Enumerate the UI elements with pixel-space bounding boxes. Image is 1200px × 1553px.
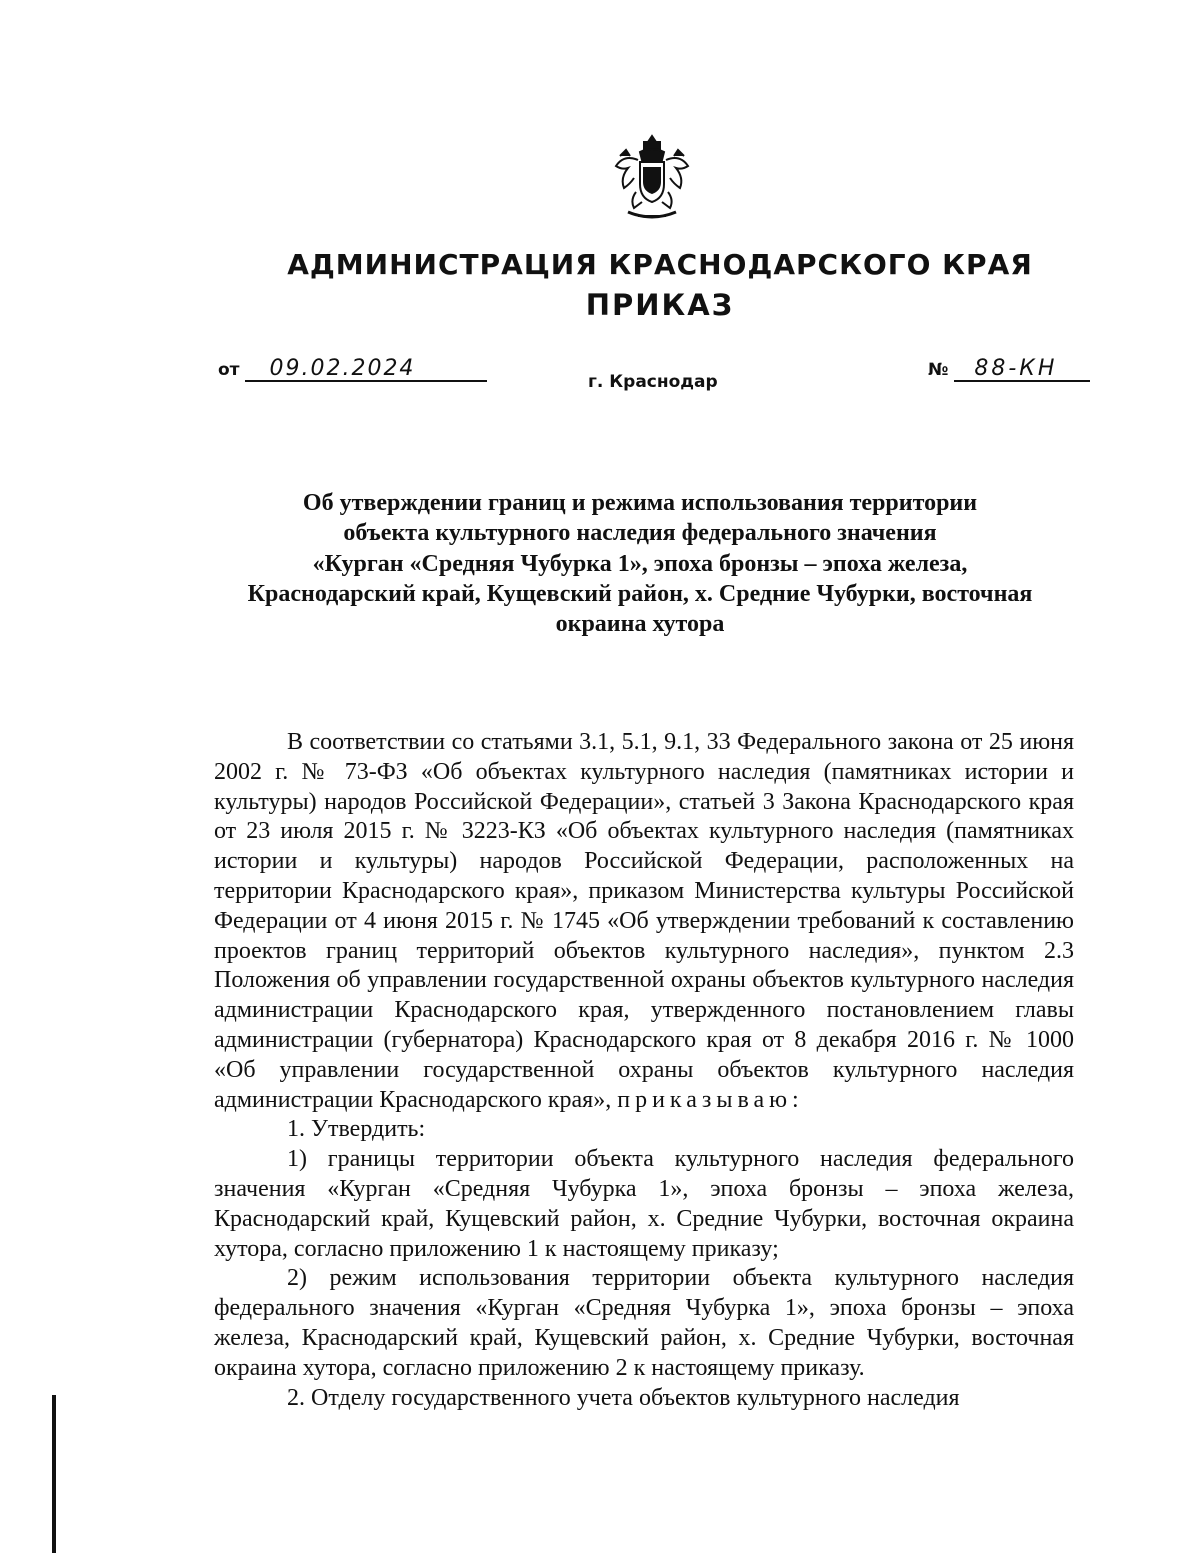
coat-of-arms-icon xyxy=(610,132,694,222)
title-line: Об утверждении границ и режима использования территории xyxy=(302,490,978,516)
number-prefix: № xyxy=(928,360,949,380)
item-1: 1. Утвердить: xyxy=(287,1116,426,1143)
title-line: Краснодарский край, Кущевский район, х. Средние Чубурки, восточная xyxy=(247,580,1033,607)
title-line: окраина хутора xyxy=(555,611,725,638)
order-word: приказываю: xyxy=(617,1086,804,1113)
item-2: 2. Отделу государственного учета объектов культурного наследия xyxy=(287,1384,960,1411)
city-label: г. Краснодар xyxy=(588,372,718,392)
item-1-1: 1) границы территории объекта культурного наследия федерального значения «Курган «Средняя Чубурка 1», эпоха бронзы – эпоха железа, Краснодарский край, Кущевский район, х. Средние Чубурки, восточная окраина хутора, согласно приложению 1 к настоящему приказу; xyxy=(214,1146,1074,1262)
date-value: 09.02.2024 xyxy=(245,358,487,382)
title-line: «Курган «Средняя Чубурка 1», эпоха бронзы – эпоха железа, xyxy=(312,550,968,577)
date-prefix: от xyxy=(218,360,240,380)
document-title xyxy=(200,488,1080,639)
number-field xyxy=(928,358,1090,382)
document-type: ПРИКАЗ xyxy=(585,288,735,322)
number-value: 88-КН xyxy=(954,358,1090,382)
preamble-text: В соответствии со статьями 3.1, 5.1, 9.1, 33 Федерального закона от 25 июня 2002 г. № 73-ФЗ «Об объектах культурного наследия (памятниках истории и культуры) народов Российской Федерации», статьей 3 Закона Краснодарского края от 23 июля 2015 г. № 3223-КЗ «Об объектах культурного наследия (памятниках истории и культуры) народов Российской Федерации, расположенных на территории Краснодарского края», приказом Министерства культуры Российской Федерации от 4 июня 2015 г. № 1745 «Об утверждении требований к составлению проектов границ территорий объектов культурного наследия», пунктом 2.3 Положения об управлении государственной охраны объектов культурного наследия администрации Краснодарского края, утвержденного постановлением главы администрации (губернатора) Краснодарского края от 8 декабря 2016 г. № 1000 «Об управлении государственной охраны объектов культурного наследия администрации Краснодарского края», xyxy=(214,729,1074,1113)
item-1-2: 2) режим использования территории объекта культурного наследия федерального значения «Курган «Средняя Чубурка 1», эпоха бронзы – эпоха железа, Краснодарский край, Кущевский район, х. Средние Чубурки, восточная окраина хутора, согласно приложению 2 к настоящему приказу. xyxy=(214,1265,1074,1381)
title-line: объекта культурного наследия федерального значения xyxy=(343,520,937,547)
scan-edge-line xyxy=(52,1395,56,1553)
document-body xyxy=(214,728,1074,1413)
organization-title: АДМИНИСТРАЦИЯ КРАСНОДАРСКОГО КРАЯ xyxy=(287,248,1033,281)
preamble-paragraph xyxy=(214,728,1074,1115)
date-field xyxy=(218,358,487,382)
